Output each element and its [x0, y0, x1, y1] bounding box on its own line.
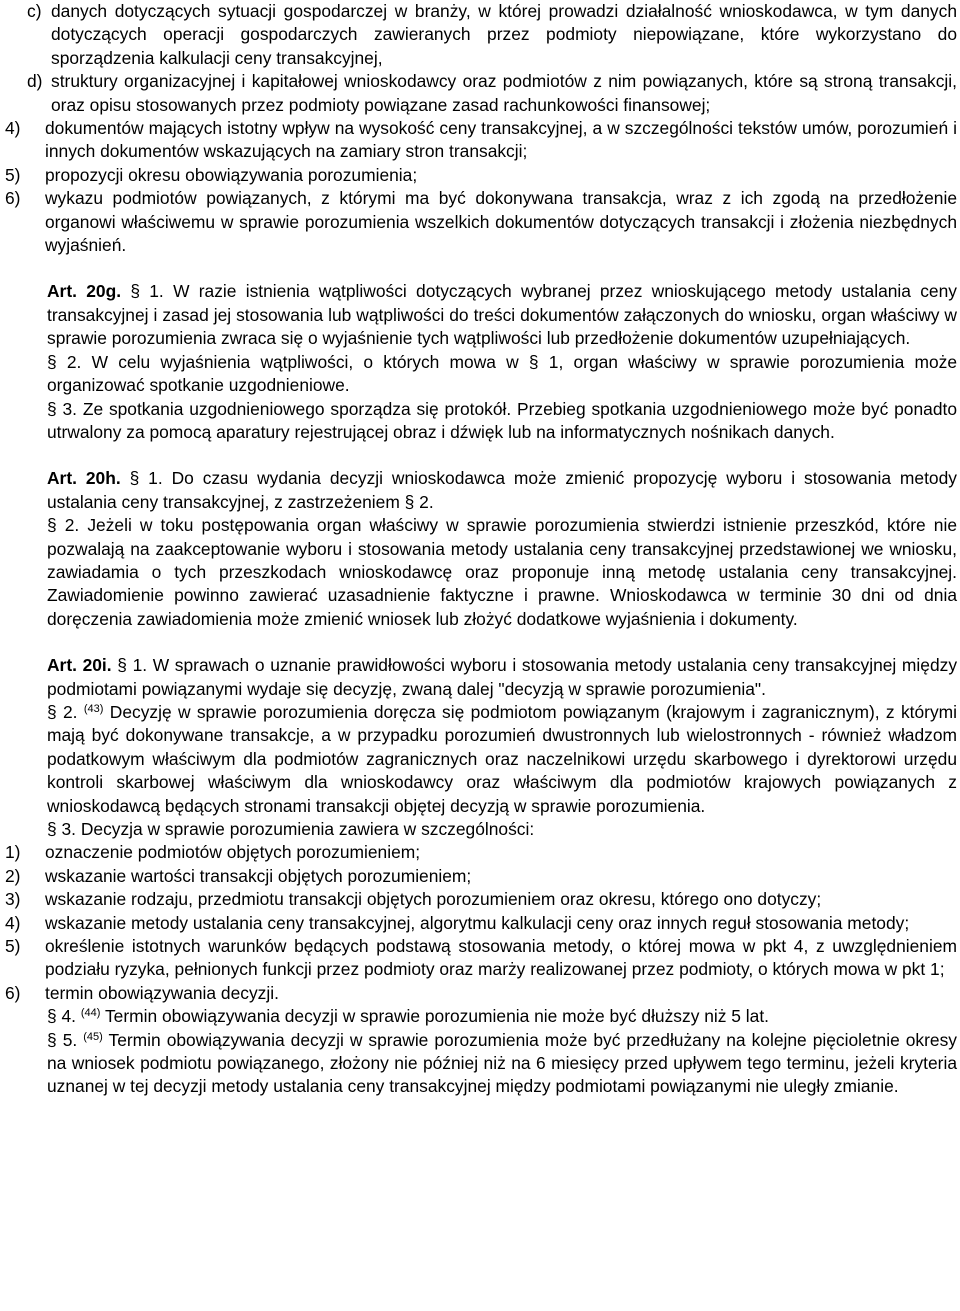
item-text: oznaczenie podmiotów objętych porozumieniem; — [45, 842, 421, 863]
list-item — [5, 935, 957, 982]
paragraph-mark: § 4. — [47, 1006, 77, 1027]
item-text: wskazanie wartości transakcji objętych porozumieniem; — [45, 865, 472, 886]
paragraph-text: W celu wyjaśnienia wątpliwości, o których mowa w § 1, organ właściwy w sprawie porozumienia może organizować spotkanie uzgodnieniowe. — [47, 351, 958, 396]
footnote-ref[interactable]: (44) — [80, 1007, 101, 1020]
list-item-d — [27, 70, 957, 117]
list-item — [5, 912, 957, 935]
paragraph-mark: § 3. — [47, 819, 77, 839]
art20i-paragraph-2 — [5, 701, 957, 818]
art20i-paragraph-3 — [5, 818, 957, 841]
item-number: 6) — [5, 982, 21, 1003]
item-number: 2) — [5, 865, 21, 886]
item-number: 6) — [5, 188, 21, 209]
footnote-ref[interactable]: (45) — [83, 1030, 103, 1043]
article-heading: Art. 20i. — [47, 655, 112, 676]
item-text: struktury organizacyjnej i kapitałowej wnioskodawcy oraz podmiotów z nim powiązanych, które są stroną transakcji, oraz opisu stosowanych przez podmioty powiązane zasad rachunkowości finansowej; — [51, 71, 957, 115]
item-number: c) — [27, 1, 42, 21]
list-item — [5, 865, 957, 888]
item-text: propozycji okresu obowiązywania porozumienia; — [45, 164, 418, 185]
item-text: wykazu podmiotów powiązanych, z którymi ma być dokonywana transakcja, wraz z ich zgodą na przedłożenie organowi właściwemu w sprawie porozumienia wszelkich dokumentów dotyczących transakcji i złożenia niezbędnych wyjaśnień. — [45, 188, 957, 256]
document-page — [5, 0, 957, 1099]
decision-contents-list — [5, 841, 957, 1005]
article-heading: Art. 20h. — [47, 468, 121, 489]
item-number: 4) — [5, 912, 21, 933]
item-number: d) — [27, 71, 43, 92]
art20g-paragraph-3 — [5, 398, 957, 445]
paragraph-mark: § 1. — [117, 655, 148, 676]
paragraph-text: Decyzja w sprawie porozumienia zawiera w szczególności: — [80, 819, 535, 839]
art20g-paragraph-2 — [5, 351, 957, 398]
item-text: wskazanie rodzaju, przedmiotu transakcji objętych porozumieniem oraz okresu, którego ono dotyczy; — [45, 889, 822, 910]
list-item-6 — [5, 187, 957, 257]
list-item-4 — [5, 117, 957, 164]
item-text: wskazanie metody ustalania ceny transakcyjnej, algorytmu kalkulacji ceny oraz innych reguł stosowania metody; — [45, 912, 910, 933]
article-heading: Art. 20g. — [47, 281, 122, 302]
paragraph-text: Jeżeli w toku postępowania organ właściwy w sprawie porozumienia stwierdzi istnienie przeszkód, które nie pozwalają na zaakceptowanie wyboru i stosowania metody ustalania ceny transakcyjnej przedstawionej we wniosku, zawiadamia o tych przeszkodach wnioskodawcę oraz proponuje inną metodę ustalania ceny transakcyjnej. Zawiadomienie powinno zawierać uzasadnienie faktyczne i prawne. Wnioskodawca w terminie 30 dni od dnia doręczenia zawiadomienia może zmienić wniosek lub złożyć dodatkowe wyjaśnienia i dokumenty. — [47, 515, 958, 629]
paragraph-mark: § 3. — [47, 398, 77, 419]
paragraph-mark: § 5. — [47, 1029, 78, 1050]
item-number: 1) — [5, 842, 21, 863]
paragraph-text: W sprawach o uznanie prawidłowości wyboru i stosowania metody ustalania ceny transakcyjnej między podmiotami powiązanymi wydaje się decyzję, zwaną dalej "decyzją w sprawie porozumienia". — [47, 655, 958, 699]
paragraph-text: Termin obowiązywania decyzji w sprawie porozumienia nie może być dłuższy niż 5 lat. — [104, 1006, 769, 1027]
art20g-paragraph-1 — [5, 280, 957, 350]
paragraph-text: W razie istnienia wątpliwości dotyczących wybranej przez wnioskującego metody ustalania ceny transakcyjnej i zasad jej stosowania lub wątpliwości do treści dokumentów załączonych do wniosku, organ właściwy w sprawie porozumienia zwraca się o wyjaśnienie tych wątpliwości lub przedłożenie dokumentów uzupełniających. — [47, 281, 957, 349]
item-text: termin obowiązywania decyzji. — [45, 982, 279, 1003]
spacer — [5, 257, 957, 280]
paragraph-text: Do czasu wydania decyzji wnioskodawca może zmienić propozycję wyboru i stosowania metody ustalania ceny transakcyjnej, z zastrzeżeniem § 2. — [47, 468, 957, 512]
item-number: 5) — [5, 164, 21, 185]
art20h-paragraph-1 — [5, 467, 957, 514]
item-text: określenie istotnych warunków będących podstawą stosowania metody, o której mowa w pkt 4, z uwzględnieniem podziału ryzyka, pełnionych funkcji przez podmioty oraz marży realizowanej przez podmioty, o których mowa w pkt 1; — [45, 936, 957, 980]
art20i-paragraph-5 — [5, 1029, 957, 1099]
spacer — [5, 444, 957, 467]
paragraph-mark: § 1. — [130, 281, 164, 302]
paragraph-text: Ze spotkania uzgodnieniowego sporządza się protokół. Przebieg spotkania uzgodnieniowego może być ponadto utrwalony za pomocą aparatury rejestrującej obraz i dźwięk lub na informatycznych nośnikach danych. — [47, 398, 957, 442]
paragraph-mark: § 2. — [47, 351, 82, 372]
item-text: danych dotyczących sytuacji gospodarczej w branży, w której prowadzi działalność wnioskodawca, w tym danych dotyczących operacji gospodarczych zawieranych przez podmioty niepowiązane, które wykorzystano do sporządzenia kalkulacji ceny transakcyjnej, — [51, 1, 957, 68]
art20i-paragraph-1 — [5, 654, 957, 701]
paragraph-mark: § 2. — [47, 701, 78, 722]
item-number: 4) — [5, 118, 21, 139]
list-item — [5, 841, 957, 864]
list-item-c — [27, 0, 957, 70]
paragraph-mark: § 1. — [129, 468, 163, 489]
paragraph-mark: § 2. — [47, 515, 80, 536]
paragraph-text: Decyzję w sprawie porozumienia doręcza się podmiotom powiązanym (krajowym i zagranicznym), z którymi mają być dokonywane transakcje, a w przypadku porozumień dwustronnych lub wielostronnych - również władzom podatkowym właściwym dla podmiotów zagranicznych oraz naczelnikowi urzędu skarbowego i dyrektorowi urzędu kontroli skarbowej właściwym dla wnioskodawcy oraz właściwym dla podmiotów krajowych powiązanych z wnioskodawcą będących stronami transakcji objętej decyzją w sprawie porozumienia. — [47, 701, 957, 816]
paragraph-text: Termin obowiązywania decyzji w sprawie porozumienia może być przedłużany na kolejne pięcioletnie okresy na wniosek podmiotu powiązanego, złożony nie później niż na 6 miesięcy przed upływem tego terminu, jeżeli kryteria uznanej w tej decyzji metody ustalania ceny transakcyjnej między podmiotami powiązanymi nie uległy zmianie. — [47, 1029, 957, 1097]
list-item-5 — [5, 164, 957, 187]
list-item — [5, 888, 957, 911]
art20h-paragraph-2 — [5, 514, 957, 631]
spacer — [5, 631, 957, 654]
list-item — [5, 982, 957, 1005]
item-number: 5) — [5, 936, 21, 957]
art20i-paragraph-4 — [5, 1005, 957, 1028]
item-text: dokumentów mających istotny wpływ na wysokość ceny transakcyjnej, a w szczególności tekstów umów, porozumień i innych dokumentów wskazujących na zamiary stron transakcji; — [45, 118, 957, 162]
item-number: 3) — [5, 889, 21, 910]
footnote-ref[interactable]: (43) — [83, 702, 104, 715]
